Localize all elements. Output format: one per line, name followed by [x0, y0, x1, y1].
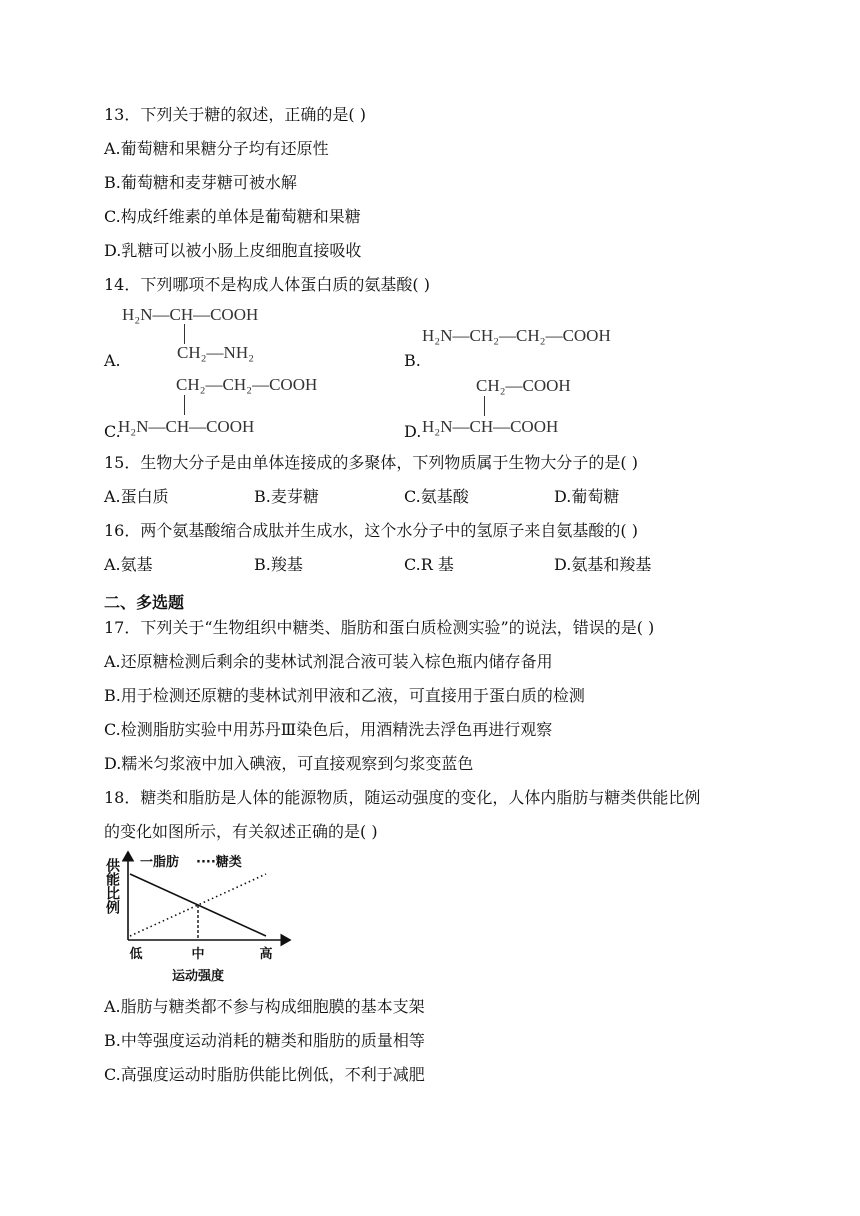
q15-option-b: B.麦芽糖 [254, 487, 319, 506]
q15-option-c: C.氨基酸 [404, 487, 469, 506]
q14-label-a: A. [104, 351, 121, 370]
q16-option-d: D.氨基和羧基 [554, 555, 652, 574]
q17-stem: 17．下列关于“生物组织中糖类、脂肪和蛋白质检测实验”的说法，错误的是( ) [104, 618, 655, 637]
section-heading: 二、多选题 [104, 593, 185, 612]
x-axis-label: 运动强度 [172, 969, 225, 984]
q14-stem: 14．下列哪项不是构成人体蛋白质的氨基酸( ) [104, 275, 430, 294]
q18-option-c: C.高强度运动时脂肪供能比例低，不利于减肥 [104, 1065, 425, 1084]
q14-a-bottom: CH₂—NH₂ [177, 343, 255, 362]
q18-stem-line2: 的变化如图所示，有关叙述正确的是( ) [104, 822, 378, 841]
y-axis-label: 供能比例 [104, 858, 120, 914]
q14-d-top: CH₂—COOH [476, 376, 571, 395]
q17-option-b: B.用于检测还原糖的斐林试剂甲液和乙液，可直接用于蛋白质的检测 [104, 686, 585, 705]
q17-option-d: D.糯米匀浆液中加入碘液，可直接观察到匀浆变蓝色 [104, 754, 474, 773]
q15-stem: 15．生物大分子是由单体连接成的多聚体，下列物质属于生物大分子的是( ) [104, 453, 638, 472]
q18-option-b: B.中等强度运动消耗的糖类和脂肪的质量相等 [104, 1031, 425, 1050]
q14-c-bond [184, 395, 185, 415]
q15-option-a: A.蛋白质 [104, 487, 169, 506]
q14-b-main: H₂N—CH₂—CH₂—COOH [422, 326, 611, 345]
q14-a-top: H₂N—CH—COOH [122, 305, 259, 324]
q17-option-c: C.检测脂肪实验中用苏丹Ⅲ染色后，用酒精洗去浮色再进行观察 [104, 720, 553, 739]
q14-a-bond [184, 324, 185, 344]
q14-label-c: C. [104, 422, 121, 441]
q16-option-a: A.氨基 [104, 555, 153, 574]
q15-option-d: D.葡萄糖 [554, 487, 620, 506]
legend-fat: 一脂肪 [140, 855, 180, 870]
x-tick-label: 高 [259, 947, 273, 962]
q16-option-b: B.羧基 [254, 555, 303, 574]
legend-sugar: ····糖类 [196, 855, 242, 870]
q14-c-bottom: H₂N—CH—COOH [118, 417, 255, 436]
q16-stem: 16．两个氨基酸缩合成肽并生成水，这个水分子中的氢原子来自氨基酸的( ) [104, 521, 638, 540]
q14-d-bond [484, 396, 485, 416]
q13-option-b: B.葡萄糖和麦芽糖可被水解 [104, 173, 297, 192]
q17-option-a: A.还原糖检测后剩余的斐林试剂混合液可装入棕色瓶内储存备用 [104, 652, 553, 671]
q13-stem: 13．下列关于糖的叙述，正确的是( ) [104, 105, 366, 124]
q14-label-d: D. [404, 422, 422, 441]
q14-label-b: B. [404, 351, 421, 370]
q18-option-a: A.脂肪与糖类都不参与构成细胞膜的基本支架 [104, 997, 425, 1016]
q13-option-a: A.葡萄糖和果糖分子均有还原性 [104, 139, 329, 158]
q18-stem-line1: 18．糖类和脂肪是人体的能源物质，随运动强度的变化，人体内脂肪与糖类供能比例 [104, 788, 701, 807]
energy-ratio-chart [100, 848, 300, 984]
x-tick-label: 中 [191, 947, 205, 962]
q14-d-bottom: H₂N—CH—COOH [422, 417, 559, 436]
x-tick-label: 低 [129, 947, 143, 962]
q16-option-c: C.R 基 [404, 555, 454, 574]
q14-c-top: CH₂—CH₂—COOH [176, 375, 318, 394]
q13-option-d: D.乳糖可以被小肠上皮细胞直接吸收 [104, 241, 362, 260]
q13-option-c: C.构成纤维素的单体是葡萄糖和果糖 [104, 207, 361, 226]
